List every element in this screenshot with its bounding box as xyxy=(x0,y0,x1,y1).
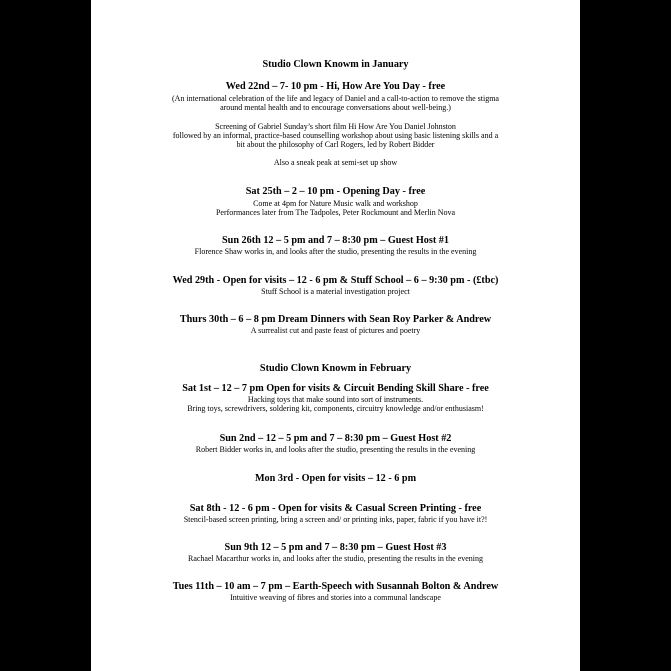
event-title: Mon 3rd - Open for visits – 12 - 6 pm xyxy=(254,473,417,484)
event-description: A surrealist cut and paste feast of pictures and poetry xyxy=(250,326,421,335)
event-description: bit about the philosophy of Carl Rogers, led by Robert Bidder xyxy=(236,140,435,149)
event-title: Wed 22nd – 7- 10 pm - Hi, How Are You Day - free xyxy=(225,81,446,92)
event-title: Sun 26th 12 – 5 pm and 7 – 8:30 pm – Guest Host #1 xyxy=(222,235,449,246)
event-description: Robert Bidder works in, and looks after the studio, presenting the results in the evening xyxy=(195,445,476,454)
document-page xyxy=(91,0,580,671)
event-description: Also a sneak peak at semi-set up show xyxy=(273,158,398,167)
event-description: (An international celebration of the life and legacy of Daniel and a call-to-action to remove the stigma xyxy=(172,94,499,103)
event-description: Intuitive weaving of fibres and stories into a communal landscape xyxy=(230,593,441,602)
event-title: Sat 8th - 12 - 6 pm - Open for visits & Casual Screen Printing - free xyxy=(189,503,482,514)
event-description: Stuff School is a material investigation project xyxy=(261,287,410,296)
event-description: Come at 4pm for Nature Music walk and workshop xyxy=(253,199,418,208)
event-description: Screening of Gabriel Sunday’s short film Hi How Are You Daniel Johnston xyxy=(215,122,456,131)
event-description: Performances later from The Tadpoles, Peter Rockmount and Merlin Nova xyxy=(215,208,456,217)
event-description: around mental health and to encourage conversations about well-being.) xyxy=(220,103,451,112)
event-title: Sat 25th – 2 – 10 pm - Opening Day - free xyxy=(245,186,426,197)
event-description: Stencil-based screen printing, bring a screen and/ or printing inks, paper, fabric if you have it?! xyxy=(183,515,488,524)
event-title: Sat 1st – 12 – 7 pm Open for visits & Circuit Bending Skill Share - free xyxy=(182,383,489,394)
event-description: Rachael Macarthur works in, and looks after the studio, presenting the results in the evening xyxy=(187,554,484,563)
event-title: Sun 9th 12 – 5 pm and 7 – 8:30 pm – Guest Host #3 xyxy=(224,542,447,553)
event-description: followed by an informal, practice-based counselling workshop about using basic listening skills and a xyxy=(172,131,499,140)
event-description: Bring toys, screwdrivers, soldering kit, components, circuitry knowledge and/or enthusiasm! xyxy=(187,404,484,413)
event-description: Hacking toys that make sound into sort of instruments. xyxy=(247,395,424,404)
event-description: Florence Shaw works in, and looks after the studio, presenting the results in the evening xyxy=(194,247,477,256)
event-title: Thurs 30th – 6 – 8 pm Dream Dinners with Sean Roy Parker & Andrew xyxy=(179,314,492,325)
event-title: Wed 29th - Open for visits – 12 - 6 pm & Stuff School – 6 – 9:30 pm - (£tbc) xyxy=(172,275,499,286)
february-heading: Studio Clown Knowm in February xyxy=(259,363,412,374)
event-title: Sun 2nd – 12 – 5 pm and 7 – 8:30 pm – Guest Host #2 xyxy=(219,433,452,444)
event-title: Tues 11th – 10 am – 7 pm – Earth-Speech with Susannah Bolton & Andrew xyxy=(172,581,499,592)
january-heading: Studio Clown Knowm in January xyxy=(262,59,409,70)
